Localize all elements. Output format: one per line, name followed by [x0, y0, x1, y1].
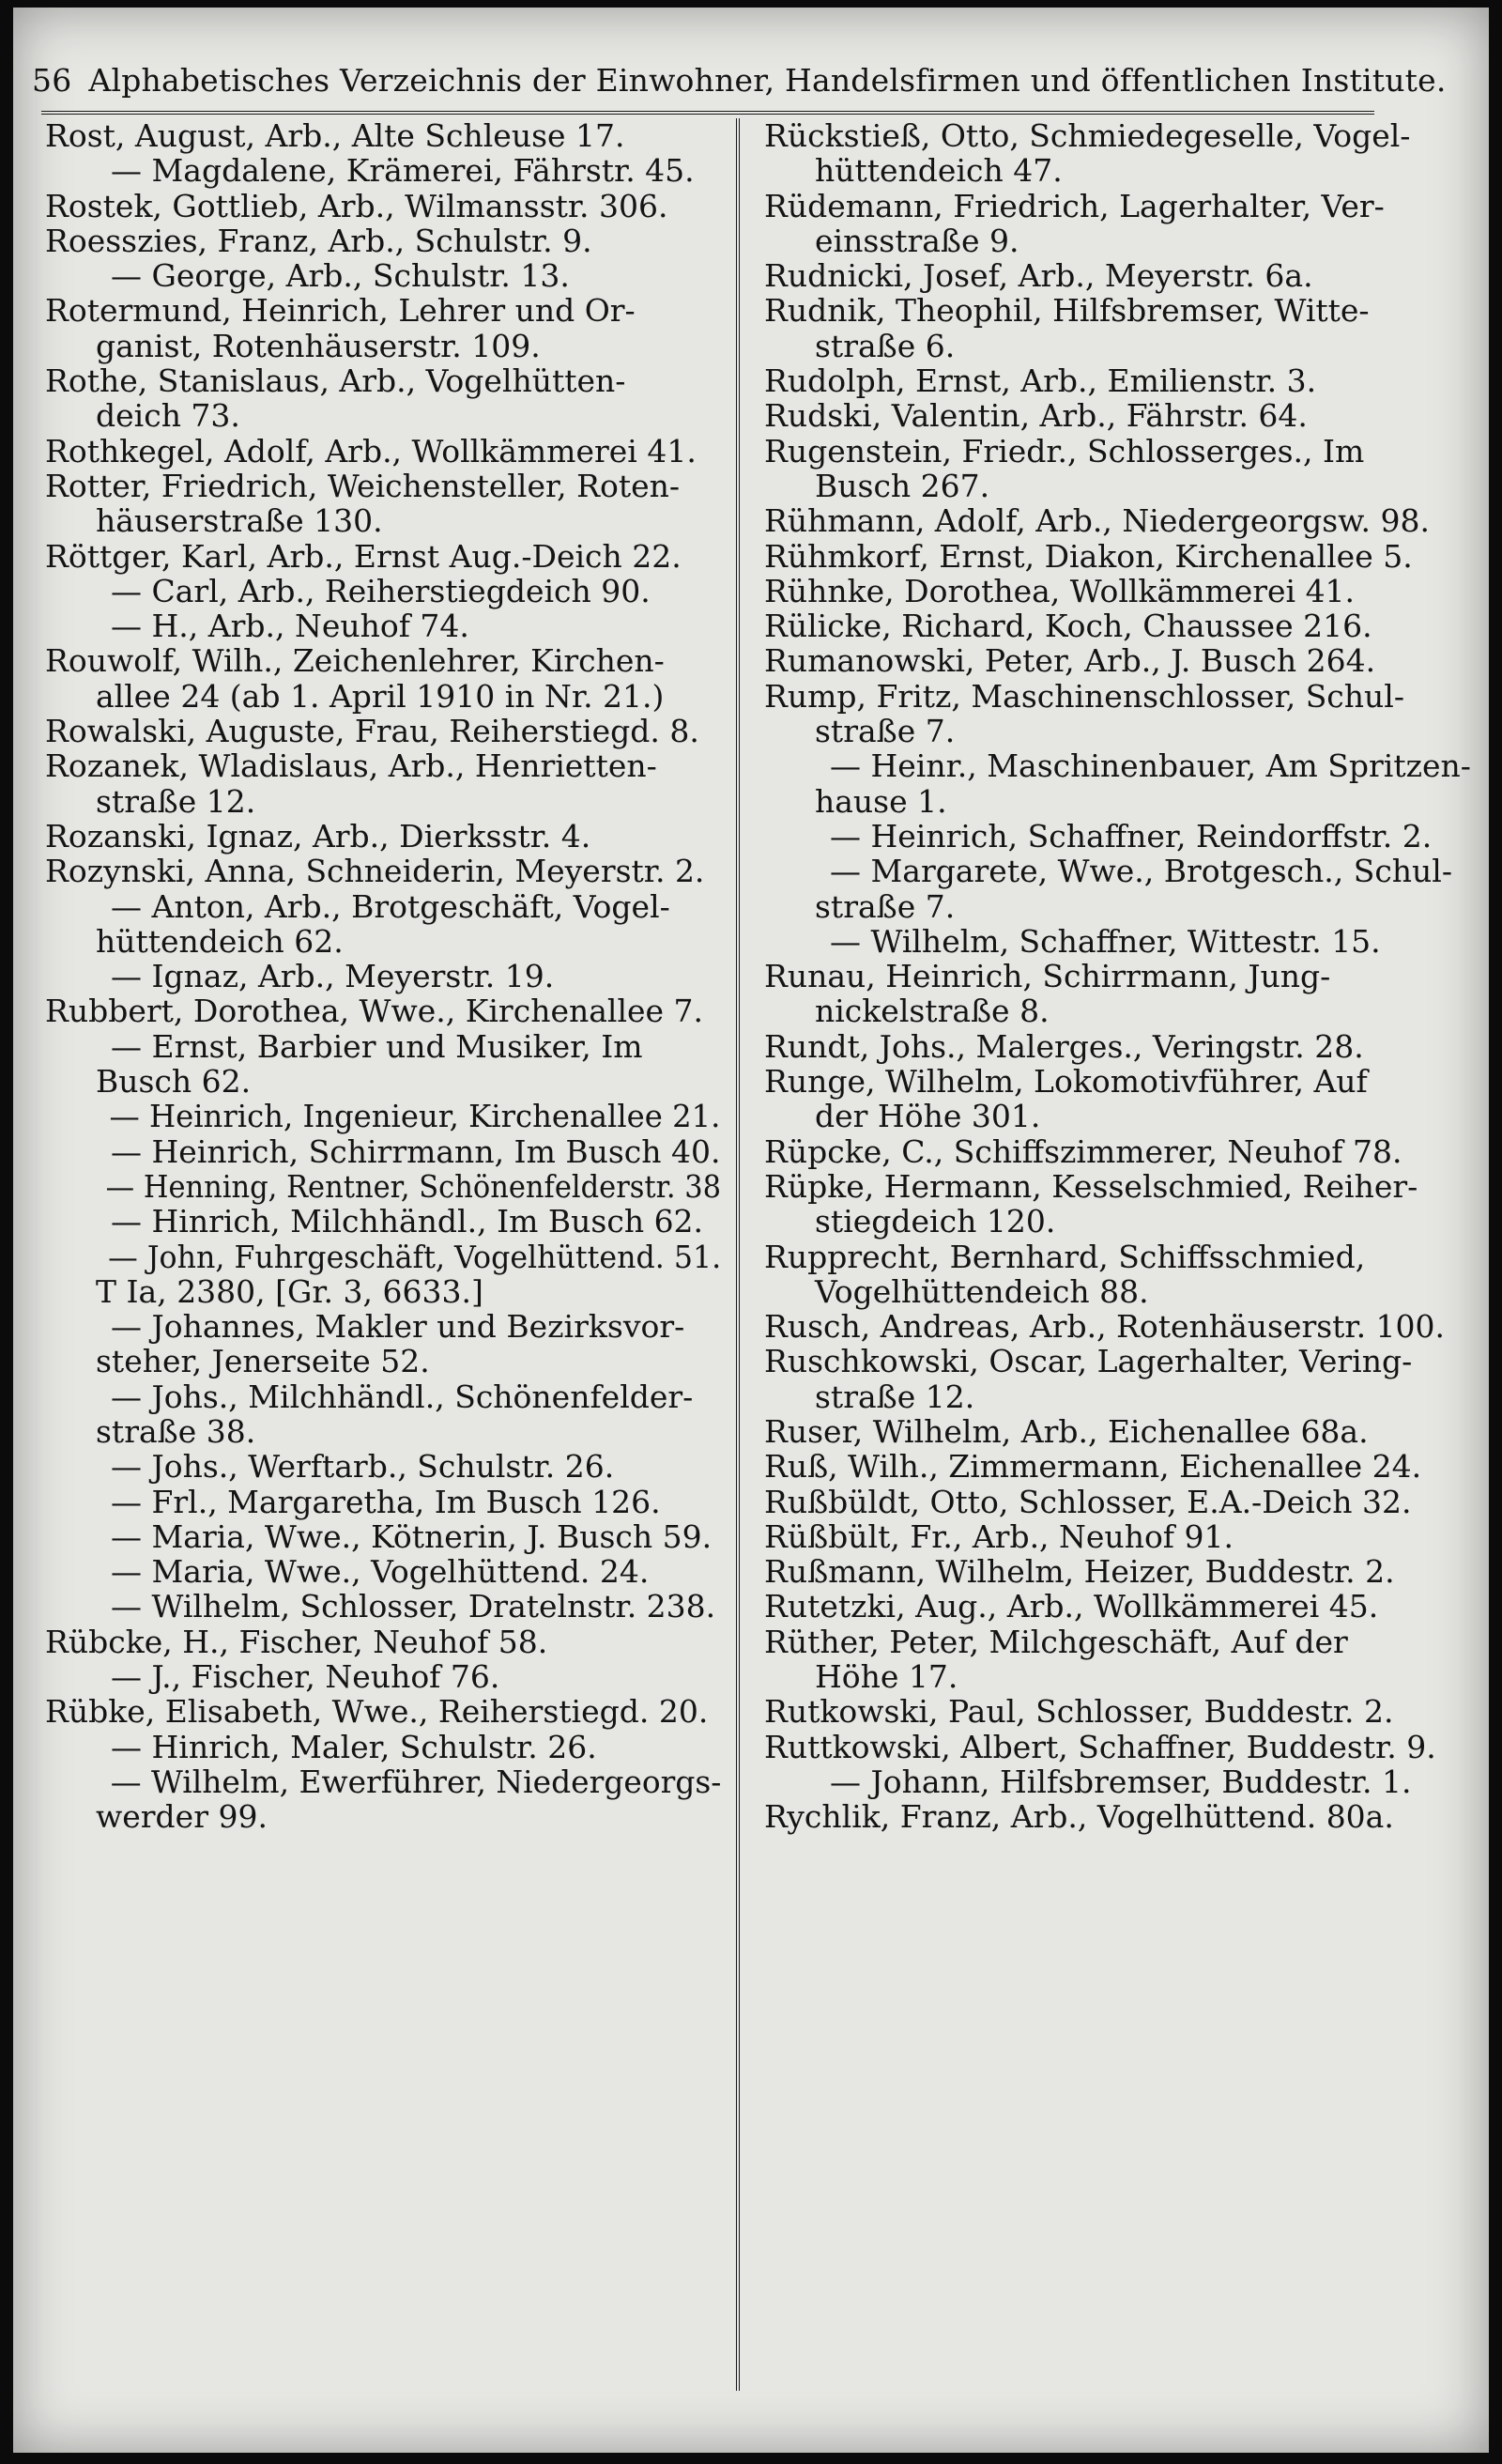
directory-entry: — Johann, Hilfsbremser, Buddestr. 1. [830, 1763, 1412, 1800]
directory-entry: — Frl., Margaretha, Im Busch 126. [111, 1483, 661, 1520]
directory-entry: Rothe, Stanislaus, Arb., Vogelhütten- [45, 362, 626, 400]
directory-entry: Rugenstein, Friedr., Schlosserges., Im [764, 432, 1365, 470]
directory-entry: Rühnke, Dorothea, Wollkämmerei 41. [764, 572, 1356, 609]
directory-entry: — Heinr., Maschinenbauer, Am Spritzen- [830, 747, 1471, 785]
directory-entry: Rowalski, Auguste, Frau, Reiherstiegd. 8. [45, 713, 699, 750]
directory-entry: — Heinrich, Schirrmann, Im Busch 40. [111, 1132, 721, 1170]
entry-continuation: steher, Jenerseite 52. [96, 1343, 430, 1380]
entry-continuation: häuserstraße 130. [96, 502, 383, 540]
directory-entry: Rühmann, Adolf, Arb., Niedergeorgsw. 98. [764, 502, 1430, 540]
directory-entry: Rost, August, Arb., Alte Schleuse 17. [45, 117, 625, 154]
directory-page [13, 8, 1489, 2453]
directory-entry: Roesszies, Franz, Arb., Schulstr. 9. [45, 222, 592, 259]
entry-continuation: allee 24 (ab 1. April 1910 in Nr. 21.) [96, 677, 665, 715]
directory-entry: Rozanski, Ignaz, Arb., Dierksstr. 4. [45, 817, 591, 855]
directory-entry: — Johannes, Makler und Bezirksvor- [111, 1308, 685, 1346]
entry-continuation: straße 12. [96, 782, 256, 820]
directory-entry: — Henning, Rentner, Schönenfelderstr. 38 [105, 1167, 722, 1205]
directory-entry: — George, Arb., Schulstr. 13. [111, 257, 570, 295]
directory-entry: — H., Arb., Neuhof 74. [111, 608, 469, 645]
entry-continuation: straße 7. [815, 887, 956, 925]
directory-entry: Ruser, Wilhelm, Arb., Eichenallee 68a. [764, 1412, 1369, 1450]
entry-continuation: straße 7. [815, 713, 956, 750]
page-header [32, 62, 1447, 99]
right-column [764, 118, 1478, 1835]
directory-entry: Rutkowski, Paul, Schlosser, Buddestr. 2. [764, 1693, 1394, 1731]
directory-entry: Rusch, Andreas, Arb., Rotenhäuserstr. 100. [764, 1308, 1446, 1346]
directory-entry: Ruß, Wilh., Zimmermann, Eichenallee 24. [764, 1448, 1422, 1486]
directory-entry: — Hinrich, Milchhändl., Im Busch 62. [111, 1203, 704, 1240]
directory-entry: Rudnicki, Josef, Arb., Meyerstr. 6a. [764, 257, 1313, 295]
directory-entry: Rudnik, Theophil, Hilfsbremser, Witte- [764, 292, 1370, 330]
entry-continuation: einsstraße 9. [815, 222, 1019, 259]
directory-entry: Rychlik, Franz, Arb., Vogelhüttend. 80a. [764, 1798, 1394, 1836]
directory-entry: — Magdalene, Krämerei, Fährstr. 45. [111, 152, 695, 190]
entry-continuation: straße 6. [815, 327, 956, 364]
directory-entry: Rouwolf, Wilh., Zeichenlehrer, Kirchen- [45, 642, 665, 680]
directory-entry: — Wilhelm, Schaffner, Wittestr. 15. [830, 922, 1381, 960]
directory-entry: Rüther, Peter, Milchgeschäft, Auf der [764, 1623, 1348, 1660]
directory-entry: — Margarete, Wwe., Brotgesch., Schul- [830, 853, 1453, 890]
entry-continuation: der Höhe 301. [815, 1098, 1041, 1135]
directory-entry: — Heinrich, Schaffner, Reindorffstr. 2. [830, 817, 1433, 855]
directory-entry: Rotter, Friedrich, Weichensteller, Roten- [45, 467, 681, 504]
directory-entry: — Heinrich, Ingenieur, Kirchenallee 21. [109, 1098, 721, 1135]
directory-entry: Rozanek, Wladislaus, Arb., Henrietten- [45, 747, 657, 785]
directory-entry: Rupprecht, Bernhard, Schiffsschmied, [764, 1238, 1366, 1275]
directory-entry: Rußmann, Wilhelm, Heizer, Buddestr. 2. [764, 1553, 1395, 1591]
entry-continuation: Höhe 17. [815, 1658, 958, 1696]
directory-entry: Rotermund, Heinrich, Lehrer und Or- [45, 292, 636, 330]
entry-continuation: hüttendeich 47. [815, 152, 1063, 190]
directory-entry: Rostek, Gottlieb, Arb., Wilmansstr. 306. [45, 187, 668, 224]
page-number: 56 [32, 62, 72, 99]
left-column [45, 118, 721, 1835]
column-divider [736, 118, 740, 2391]
entry-continuation: ganist, Rotenhäuserstr. 109. [96, 327, 541, 364]
entry-continuation: werder 99. [96, 1798, 268, 1836]
entry-continuation: nickelstraße 8. [815, 993, 1050, 1030]
directory-entry: Rudski, Valentin, Arb., Fährstr. 64. [764, 397, 1308, 435]
directory-entry: Rückstieß, Otto, Schmiedegeselle, Vogel- [764, 117, 1411, 154]
entry-continuation: deich 73. [96, 397, 240, 435]
entry-continuation: Vogelhüttendeich 88. [815, 1272, 1149, 1310]
entry-continuation: stiegdeich 120. [815, 1203, 1056, 1240]
directory-entry: — Wilhelm, Ewerführer, Niedergeorgs- [110, 1763, 722, 1800]
directory-entry: — Ignaz, Arb., Meyerstr. 19. [111, 958, 555, 995]
directory-entry: — Maria, Wwe., Vogelhüttend. 24. [111, 1553, 650, 1591]
directory-entry: Rumanowski, Peter, Arb., J. Busch 264. [764, 642, 1376, 680]
entry-continuation: straße 38. [96, 1412, 256, 1450]
entry-continuation: Busch 62. [96, 1063, 252, 1101]
entry-continuation: hüttendeich 62. [96, 922, 344, 960]
entry-continuation: hause 1. [815, 782, 947, 820]
directory-entry: — Carl, Arb., Reiherstiegdeich 90. [111, 572, 651, 609]
directory-entry: Rutetzki, Aug., Arb., Wollkämmerei 45. [764, 1588, 1379, 1625]
directory-entry: — J., Fischer, Neuhof 76. [111, 1658, 500, 1696]
directory-entry: Runau, Heinrich, Schirrmann, Jung- [764, 958, 1331, 995]
directory-entry: Runge, Wilhelm, Lokomotivführer, Auf [764, 1063, 1368, 1101]
directory-entry: Rothkegel, Adolf, Arb., Wollkämmerei 41. [45, 432, 697, 470]
directory-entry: — Johs., Milchhändl., Schönenfelder- [111, 1378, 694, 1415]
directory-entry: Rudolph, Ernst, Arb., Emilienstr. 3. [764, 362, 1317, 400]
directory-entry: — Anton, Arb., Brotgeschäft, Vogel- [111, 887, 670, 925]
directory-entry: — Maria, Wwe., Kötnerin, J. Busch 59. [111, 1517, 713, 1555]
directory-entry: Rüpcke, C., Schiffszimmerer, Neuhof 78. [764, 1132, 1402, 1170]
directory-entry: Rußbüldt, Otto, Schlosser, E.A.-Deich 32. [764, 1483, 1412, 1520]
directory-entry: — John, Fuhrgeschäft, Vogelhüttend. 51. [108, 1238, 722, 1275]
directory-entry: Rübcke, H., Fischer, Neuhof 58. [45, 1623, 548, 1660]
entry-continuation: Busch 267. [815, 467, 990, 504]
directory-entry: Rundt, Johs., Malerges., Veringstr. 28. [764, 1027, 1364, 1065]
header-rule [41, 111, 1374, 115]
entry-continuation: T Ia, 2380, [Gr. 3, 6633.] [96, 1272, 483, 1310]
directory-entry: Rüßbült, Fr., Arb., Neuhof 91. [764, 1517, 1234, 1555]
directory-entry: Ruttkowski, Albert, Schaffner, Buddestr. 9. [764, 1728, 1436, 1765]
directory-entry: Rozynski, Anna, Schneiderin, Meyerstr. 2. [45, 853, 705, 890]
directory-entry: Rüpke, Hermann, Kesselschmied, Reiher- [764, 1167, 1418, 1205]
directory-entry: Rübke, Elisabeth, Wwe., Reiherstiegd. 20. [45, 1693, 709, 1731]
directory-entry: Rump, Fritz, Maschinenschlosser, Schul- [764, 677, 1404, 715]
directory-entry: — Hinrich, Maler, Schulstr. 26. [111, 1728, 597, 1765]
directory-entry: Rühmkorf, Ernst, Diakon, Kirchenallee 5. [764, 537, 1413, 575]
entry-continuation: straße 12. [815, 1378, 975, 1415]
directory-entry: — Ernst, Barbier und Musiker, Im [111, 1027, 643, 1065]
directory-entry: Rülicke, Richard, Koch, Chaussee 216. [764, 608, 1372, 645]
directory-entry: — Johs., Werftarb., Schulstr. 26. [111, 1448, 615, 1486]
directory-entry: Rüdemann, Friedrich, Lagerhalter, Ver- [764, 187, 1385, 224]
directory-entry: Rubbert, Dorothea, Wwe., Kirchenallee 7. [45, 993, 704, 1030]
directory-entry: Röttger, Karl, Arb., Ernst Aug.-Deich 22. [45, 537, 682, 575]
page-title: Alphabetisches Verzeichnis der Einwohner, Handelsfirmen und öffentlichen Institute. [88, 62, 1447, 99]
directory-entry: — Wilhelm, Schlosser, Dratelnstr. 238. [111, 1588, 716, 1625]
directory-entry: Ruschkowski, Oscar, Lagerhalter, Vering- [764, 1343, 1413, 1380]
